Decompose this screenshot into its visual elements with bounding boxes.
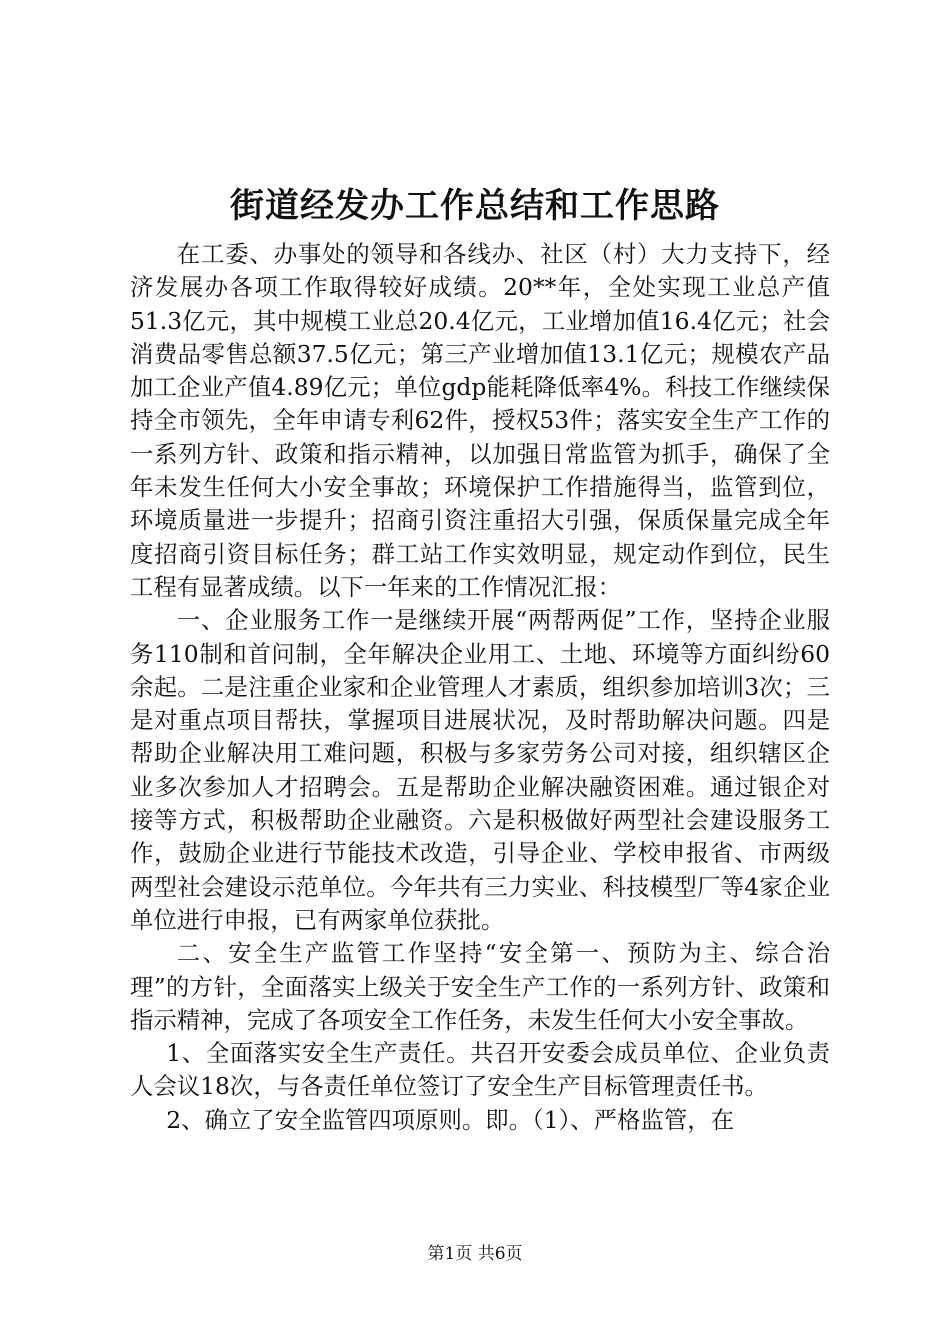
paragraph-safety-responsibility: 1、全面落实安全生产责任。共召开安委会成员单位、企业负责人会议18次，与各责任单位签订了安全生产目标管理责任书。: [130, 1039, 830, 1101]
paragraph-safety-supervision: 二、安全生产监管工作坚持“安全第一、预防为主、综合治理”的方针，全面落实上级关于安全生产工作的一系列方针、政策和指示精神，完成了各项安全工作任务，未发生任何大小安全事故。: [130, 939, 830, 1034]
paragraph-safety-principles: 2、确立了安全监管四项原则。即。（1）、严格监管，在: [166, 1105, 735, 1134]
document-body: [130, 238, 830, 1137]
paragraph-intro: 在工委、办事处的领导和各线办、社区（村）大力支持下，经济发展办各项工作取得较好成绩。20**年，全处实现工业总产值51.3亿元，其中规模工业总20.4亿元，工业增加值16.4亿元；社会消费品零售总额37.5亿元；第三产业增加值13.1亿元；规模农产品加工企业产值4.89亿元；单位gdp能耗降低率4%。科技工作继续保持全市领先，全年申请专利62件，授权53件；落实安全生产工作的一系列方针、政策和指示精神，以加强日常监管为抓手，确保了全年未发生任何大小安全事故；环境保护工作措施得当，监管到位，环境质量进一步提升；招商引资注重招大引强，保质保量完成全年度招商引资目标任务；群工站工作实效明显，规定动作到位，民生工程有显著成绩。以下一年来的工作情况汇报：: [130, 240, 830, 601]
page-number: 第1页 共6页: [427, 1244, 523, 1264]
paragraph-enterprise-service: 一、企业服务工作一是继续开展“两帮两促”工作，坚持企业服务110制和首问制，全年解决企业用工、土地、环境等方面纠纷60余起。二是注重企业家和企业管理人才素质，组织参加培训3次；三是对重点项目帮扶，掌握项目进展状况，及时帮助解决问题。四是帮助企业解决用工难问题，积极与多家劳务公司对接，组织辖区企业多次参加人才招聘会。五是帮助企业解决融资困难。通过银企对接等方式，积极帮助企业融资。六是积极做好两型社会建设服务工作，鼓励企业进行节能技术改造，引导企业、学校申报省、市两级两型社会建设示范单位。今年共有三力实业、科技模型厂等4家企业单位进行申报，已有两家单位获批。: [130, 606, 830, 934]
document-title: 街道经发办工作总结和工作思路: [230, 186, 720, 226]
